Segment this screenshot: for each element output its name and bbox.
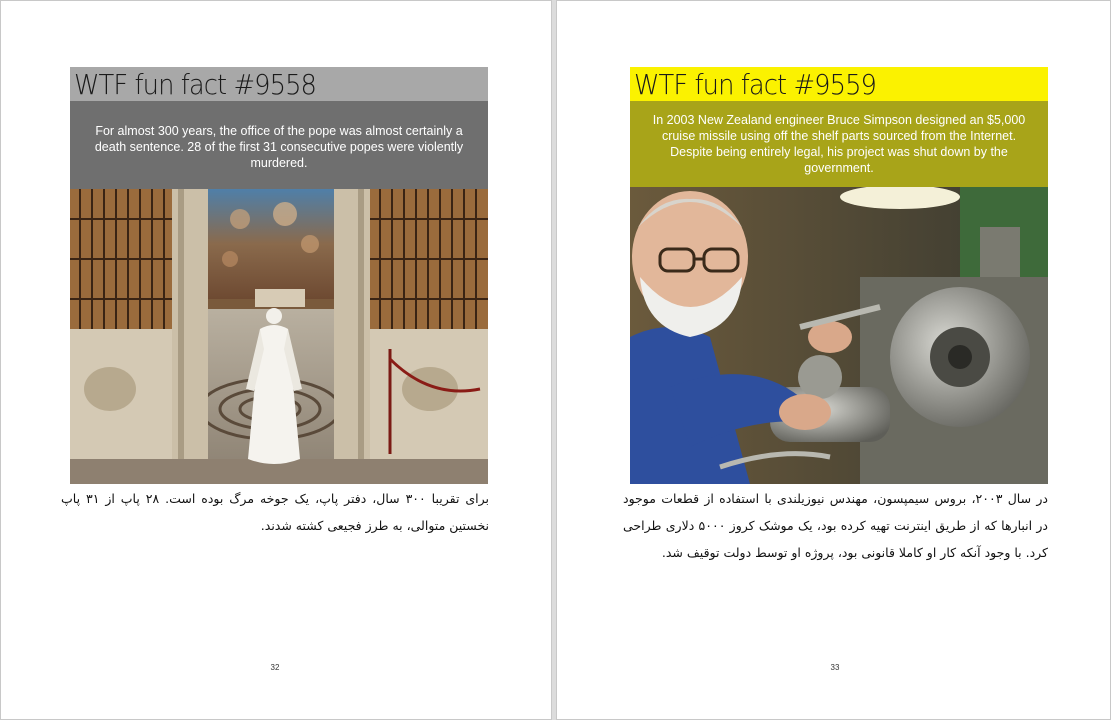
fact-caption: In 2003 New Zealand engineer Bruce Simpson designed an $5,000 cruise missile using off the shelf parts sourced from the Internet. Despite being entirely legal, his project was shut down by the government.	[630, 101, 1048, 187]
engineer-machining-photo	[630, 187, 1048, 484]
persian-translation: در سال ۲۰۰۳، بروس سیمپسون، مهندس نیوزیلندی با استفاده از قطعات موجود در انبارها که از طریق اینترنت تهیه کرده بود، یک موشک کروز ۵۰۰۰ دلاری طراحی کرد. با وجود آنکه کار او کاملا قانونی بود، پروژه او توسط دولت توقیف شد.	[623, 491, 1048, 560]
page-number: 33	[830, 663, 840, 672]
sistine-chapel-pope-photo	[70, 189, 488, 484]
fun-fact-card-9558	[70, 67, 488, 484]
sistine-chapel-illustration	[70, 189, 488, 484]
engineer-lathe-illustration	[630, 187, 1048, 484]
persian-translation: برای تقریبا ۳۰۰ سال، دفتر پاپ، یک جوخه مرگ بوده است. ۲۸ پاپ از ۳۱ پاپ نخستین متوالی، به طرز فجیعی کشته شدند.	[61, 491, 489, 533]
page-number: 32	[270, 663, 280, 672]
fact-title	[70, 67, 488, 101]
left-page	[0, 0, 552, 720]
fact-caption: For almost 300 years, the office of the pope was almost certainly a death sentence. 28 of the first 31 consecutive popes were violently murdered.	[70, 101, 488, 189]
fact-title-text: WTF fun fact #9559	[634, 67, 877, 101]
fact-title-text: WTF fun fact #9558	[74, 67, 317, 101]
fun-fact-card-9559	[630, 67, 1048, 484]
right-page	[556, 0, 1111, 720]
fact-title	[630, 67, 1048, 101]
